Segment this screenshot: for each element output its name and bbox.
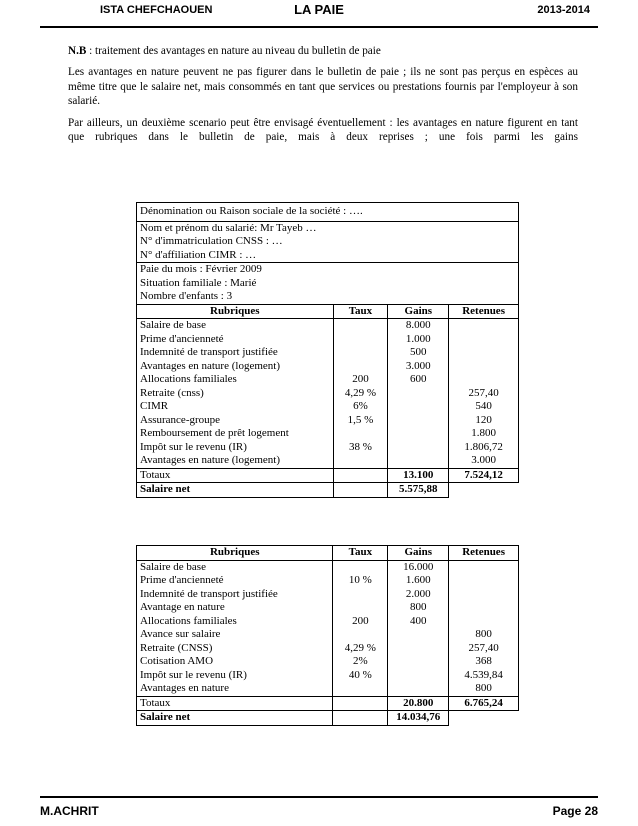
footer-author: M.ACHRIT xyxy=(40,804,99,818)
table-cell: Retraite (CNSS) xyxy=(140,641,213,654)
table-cell: 800 xyxy=(475,628,492,640)
table-cell: 800 xyxy=(409,601,427,613)
table-cell: 6% xyxy=(353,400,368,412)
header-rubriques: Rubriques xyxy=(137,304,334,319)
retenues-column xyxy=(449,560,519,696)
payslip-table-2 xyxy=(136,545,519,726)
table-cell: Avantages en nature xyxy=(140,682,229,694)
table-cell: 2.000 xyxy=(405,587,431,600)
table-cell: 8.000 xyxy=(405,319,431,331)
table-cell xyxy=(391,628,445,642)
table-header-row xyxy=(137,304,519,319)
totals-retenues: 6.765,24 xyxy=(449,696,519,711)
table-cell: 16.000 xyxy=(403,560,434,573)
pay-period-info xyxy=(137,263,519,305)
table-cell xyxy=(391,441,445,455)
employee-name: Nom et prénom du salarié: Mr Tayeb … xyxy=(140,221,317,234)
table-cell xyxy=(452,561,515,575)
table-cell xyxy=(391,400,445,414)
table-cell: 4,29 % xyxy=(344,386,377,399)
table-cell: Allocations familiales xyxy=(140,614,237,627)
table-cell: 4.539,84 xyxy=(464,668,503,681)
rubriques-column xyxy=(137,560,333,696)
net-salary-row xyxy=(137,711,519,726)
header-year: 2013-2014 xyxy=(537,4,590,16)
cimr-number: N° d'affiliation CIMR : … xyxy=(140,248,257,261)
table-cell xyxy=(391,414,445,428)
table-header-row xyxy=(137,546,519,561)
net-salary-value: 14.034,76 xyxy=(388,711,449,726)
header-gains: Gains xyxy=(388,546,449,561)
table-cell xyxy=(336,561,384,575)
table-cell: 2% xyxy=(353,655,368,667)
page-footer xyxy=(40,796,598,822)
table-cell: Cotisation AMO xyxy=(140,655,214,667)
header-taux: Taux xyxy=(333,546,388,561)
table-cell: Retraite (cnss) xyxy=(140,386,204,399)
table-cell: Assurance-groupe xyxy=(140,413,221,426)
table-cell xyxy=(337,454,385,468)
table-cell xyxy=(337,427,385,441)
table-cell xyxy=(452,360,515,374)
table-cell xyxy=(337,360,385,374)
table-cell: 200 xyxy=(352,614,369,627)
table-cell xyxy=(452,574,515,588)
table-cell: Salaire de base xyxy=(140,560,206,573)
table-cell: Remboursement de prêt logement xyxy=(140,427,289,439)
header-retenues: Retenues xyxy=(449,546,519,561)
table-cell xyxy=(391,454,445,468)
table-cell: 10 % xyxy=(348,574,372,586)
table-cell: 120 xyxy=(475,413,492,426)
table-cell: 40 % xyxy=(348,668,372,681)
nb-paragraph xyxy=(68,44,578,58)
table-cell: 3.000 xyxy=(405,359,431,372)
totals-retenues: 7.524,12 xyxy=(449,468,519,483)
table-cell: Allocations familiales xyxy=(140,373,237,385)
totals-label: Totaux xyxy=(137,468,334,483)
rubriques-column xyxy=(137,319,334,469)
table-cell: 257,40 xyxy=(468,641,499,654)
footer-page-number: Page 28 xyxy=(552,804,598,818)
pay-month: Paie du mois : Février 2009 xyxy=(140,263,262,275)
family-status: Situation familiale : Marié xyxy=(140,276,257,289)
header-rubriques: Rubriques xyxy=(137,546,333,561)
table-cell xyxy=(337,333,385,347)
table-cell: 1,5 % xyxy=(347,413,374,426)
table-cell: Prime d'ancienneté xyxy=(140,332,224,345)
table-cell: Indemnité de transport justifiée xyxy=(140,587,278,600)
table-cell xyxy=(391,669,445,683)
table-cell: Indemnité de transport justifiée xyxy=(140,346,278,358)
table-cell xyxy=(452,333,515,347)
table-cell: 1.000 xyxy=(405,332,431,345)
header-retenues: Retenues xyxy=(449,304,519,319)
table-cell: 200 xyxy=(352,373,369,385)
table-cell: Salaire de base xyxy=(140,319,206,331)
table-cell: 4,29 % xyxy=(344,641,376,654)
table-body-row xyxy=(137,560,519,696)
header-gains: Gains xyxy=(388,304,449,319)
table-cell: 400 xyxy=(409,614,427,627)
page-header xyxy=(40,0,598,28)
cnss-number: N° d'immatriculation CNSS : … xyxy=(140,235,283,247)
net-salary-label: Salaire net xyxy=(137,483,334,498)
retenues-column xyxy=(449,319,519,469)
table-cell xyxy=(452,615,515,629)
table-cell xyxy=(336,601,384,615)
table-cell: 800 xyxy=(475,682,492,694)
company-info xyxy=(137,203,519,222)
table-cell: 1.600 xyxy=(405,574,431,586)
table-cell: Avantage en nature xyxy=(140,601,225,613)
table-cell: 500 xyxy=(410,346,427,358)
payslip-table-1 xyxy=(136,202,519,498)
table-cell xyxy=(452,601,515,615)
gains-column xyxy=(388,319,449,469)
table-cell xyxy=(452,373,515,387)
totals-label: Totaux xyxy=(137,696,333,711)
taux-column xyxy=(333,319,388,469)
header-school: ISTA CHEFCHAOUEN xyxy=(100,4,213,16)
table-cell: 540 xyxy=(475,400,492,412)
table-cell xyxy=(391,387,445,401)
table-cell: 38 % xyxy=(348,440,372,453)
company-name: Dénomination ou Raison sociale de la société : …. xyxy=(140,205,363,217)
nb-text: : traitement des avantages en nature au niveau du bulletin de paie xyxy=(86,45,381,57)
net-salary-label: Salaire net xyxy=(137,711,333,726)
header-taux: Taux xyxy=(333,304,388,319)
paragraph-1: Les avantages en nature peuvent ne pas figurer dans le bulletin de paie ; ils ne sont pas perçus en espèces au même titre que le salaire net, mais consommés en tant que services ou prestations fournis par l'employeur à son salarié. xyxy=(68,66,578,108)
table-cell xyxy=(452,319,515,333)
table-cell xyxy=(391,682,445,696)
totals-row xyxy=(137,696,519,711)
table-cell: Avance sur salaire xyxy=(140,628,221,640)
totals-row xyxy=(137,468,519,483)
table-cell xyxy=(391,427,445,441)
net-salary-value: 5.575,88 xyxy=(388,483,449,498)
table-cell: 600 xyxy=(410,373,427,385)
children-count: Nombre d'enfants : 3 xyxy=(140,290,233,302)
paragraph-2: Par ailleurs, un deuxième scenario peut être envisagé éventuellement : les avantages en nature figurent en tant que rubriques dans le bulletin de paie, mais à deux reprises ; une fois parmi les gains xyxy=(68,116,578,144)
table-cell: Prime d'ancienneté xyxy=(140,574,224,586)
header-title: LA PAIE xyxy=(294,2,344,17)
table-cell: CIMR xyxy=(140,400,169,412)
table-cell xyxy=(452,346,515,360)
taux-column xyxy=(333,560,388,696)
table-cell: 1.800 xyxy=(471,427,496,439)
table-cell xyxy=(391,642,445,656)
table-cell: 368 xyxy=(475,655,492,667)
table-cell xyxy=(336,682,384,696)
table-body-row xyxy=(137,319,519,469)
table-cell xyxy=(337,346,385,360)
table-cell: 1.806,72 xyxy=(464,440,503,453)
table-cell: Avantages en nature (logement) xyxy=(140,454,280,466)
table-cell: 3.000 xyxy=(471,454,496,466)
table-cell xyxy=(337,319,385,333)
table-cell xyxy=(452,588,515,602)
nb-label: N.B xyxy=(68,45,87,57)
table-cell: Impôt sur le revenu (IR) xyxy=(140,440,247,453)
totals-gains: 20.800 xyxy=(388,696,449,711)
table-cell xyxy=(336,628,384,642)
table-cell: 257,40 xyxy=(468,386,499,399)
table-cell xyxy=(391,655,445,669)
table-cell: Impôt sur le revenu (IR) xyxy=(140,668,247,681)
table-cell: Avantages en nature (logement) xyxy=(140,359,280,372)
gains-column xyxy=(388,560,449,696)
totals-gains: 13.100 xyxy=(388,468,449,483)
body-text xyxy=(68,44,578,151)
net-salary-row xyxy=(137,483,519,498)
employee-info xyxy=(137,221,519,263)
table-cell xyxy=(336,588,384,602)
